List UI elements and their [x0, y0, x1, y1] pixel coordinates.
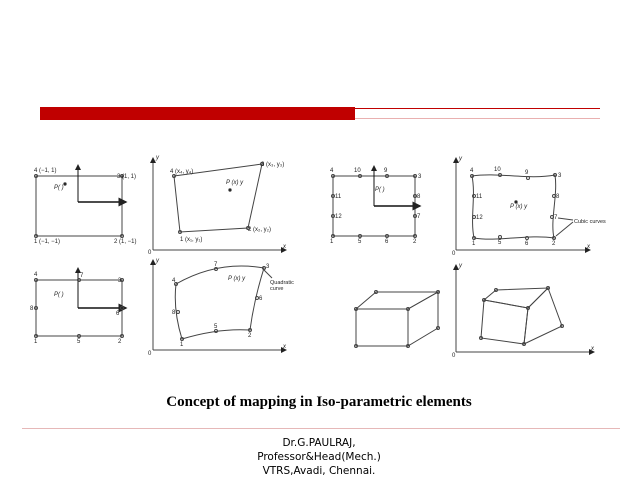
footer-author: Dr.G.PAULRAJ, [282, 437, 356, 449]
fig6-node6-label: 6 [525, 241, 529, 247]
footer-divider [22, 428, 620, 429]
fig5-node12-label: 12 [335, 214, 342, 220]
fig3-node4-label: 4 [34, 272, 38, 278]
fig6-curve-note: Cubic curves [574, 219, 606, 225]
fig4-node5-label: 5 [214, 324, 218, 330]
fig4-point-label: P (x) y [228, 276, 246, 282]
fig4-node4-label: 4 [172, 278, 176, 284]
fig5-node8-label: 8 [417, 194, 421, 200]
fig5-node3-label: 3 [418, 174, 422, 180]
fig6-y-axis-label: y [459, 156, 462, 162]
fig2-node2-label: 2 (x₂, y₂) [248, 227, 271, 233]
fig5-point-label: P( ) [375, 187, 385, 193]
fig3-node6-label: 6 [116, 311, 120, 317]
fig6-node8-label: 8 [556, 194, 560, 200]
fig5-node7-label: 7 [417, 214, 421, 220]
fig3-point-label: P( ) [54, 292, 64, 298]
fig4-y-axis-label: y [156, 258, 159, 264]
fig6-node1-label: 1 [472, 241, 476, 247]
fig1-point-label: P( ) [54, 185, 64, 191]
fig3-node1-label: 1 [34, 339, 38, 345]
fig5-node6-label: 6 [385, 239, 389, 245]
fig1-node1-label: 1 (−1, −1) [34, 239, 61, 245]
footer [0, 436, 638, 478]
fig3-node8-label: 8 [30, 306, 34, 312]
footer-institution: VTRS,Avadi, Chennai. [262, 465, 376, 477]
fig4-node7-label: 7 [214, 262, 218, 268]
fig4-curve-note-text: Quadratic [270, 280, 294, 286]
fig6-node3-label: 3 [558, 173, 562, 179]
fig4-origin-label: 0 [148, 351, 152, 357]
figure-caption: Concept of mapping in Iso-parametric elements [166, 394, 472, 410]
fig6-point-label: P (x) y [510, 204, 528, 210]
fig6-node5-label: 5 [498, 240, 502, 246]
title-accent-bar [40, 107, 355, 120]
fig5-node5-label: 5 [358, 239, 362, 245]
fig3-node5-label: 5 [77, 339, 81, 345]
fig4-node8-label: 8 [172, 310, 176, 316]
fig5-node9-label: 9 [384, 168, 388, 174]
fig2-point-label: P (x) y [226, 180, 244, 186]
fig2-node4-label: 4 (x₄, y₄) [170, 169, 194, 175]
mapping-figure [28, 150, 620, 365]
fig6-node11-label: 11 [476, 194, 483, 200]
fig3-node7-label: 7 [80, 273, 84, 279]
fig2-node3-label: 3 (x₃, y₃) [261, 162, 285, 168]
mapping-figure-svg [28, 150, 620, 365]
fig5-node2-label: 2 [413, 239, 417, 245]
fig6-node12-label: 12 [476, 215, 483, 221]
fig2-x-axis-label: x [283, 244, 286, 250]
fig5-node11-label: 11 [335, 194, 342, 200]
fig6-node9-label: 9 [525, 170, 529, 176]
fig8-origin-label: 0 [452, 353, 456, 359]
fig6-node2-label: 2 [552, 241, 556, 247]
fig5-node1-label: 1 [330, 239, 334, 245]
fig4-node1-label: 1 [180, 342, 184, 348]
fig3-node2-label: 2 [118, 339, 122, 345]
fig6-node4-label: 4 [470, 168, 474, 174]
fig8-y-axis-label: y [459, 263, 462, 269]
fig1-node2-label: 2 (1, −1) [114, 239, 137, 245]
fig6-node10-label: 10 [494, 167, 501, 173]
fig2-y-axis-label: y [156, 155, 159, 161]
fig4-node6-label: 6 [259, 296, 263, 302]
fig4-node2-label: 2 [248, 333, 252, 339]
fig4-node3-label: 3 [266, 264, 270, 270]
fig4-curve-note-line: curve [270, 286, 284, 292]
title-accent-line [355, 108, 600, 109]
fig6-x-axis-label: x [587, 244, 590, 250]
fig3-node3-label: 3 [118, 278, 122, 284]
fig8-x-axis-label: x [591, 346, 594, 352]
fig6-origin-label: 0 [452, 251, 456, 257]
fig1-node4-label: 4 (−1, 1) [34, 168, 57, 174]
fig4-x-axis-label: x [283, 344, 286, 350]
fig6-node7-label: 7 [554, 215, 558, 221]
footer-designation: Professor&Head(Mech.) [257, 451, 381, 463]
fig1-node3-label: 3 (1, 1) [117, 174, 137, 180]
fig5-node4-label: 4 [330, 168, 334, 174]
title-accent-line-lower [355, 118, 600, 119]
fig5-node10-label: 10 [354, 168, 361, 174]
fig2-node1-label: 1 (x₁, y₁) [180, 237, 203, 243]
fig2-origin-label: 0 [148, 250, 152, 256]
